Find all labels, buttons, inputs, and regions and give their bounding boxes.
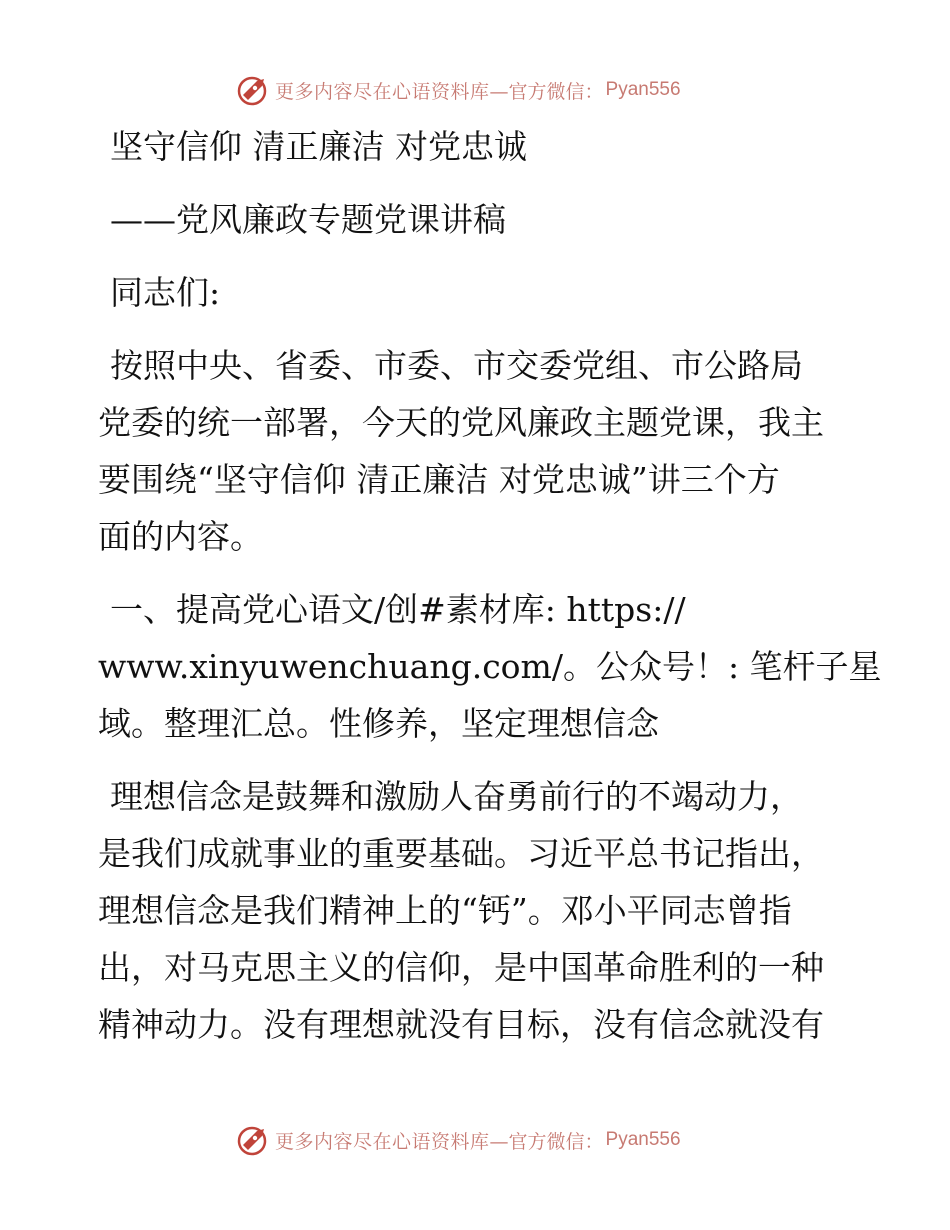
watermark-wechat-id: Pyan556 xyxy=(605,79,681,100)
watermark-text: 更多内容尽在心语资料库 xyxy=(275,80,490,103)
paragraph-line: 是我们成就事业的重要基础。习近平总书记指出， xyxy=(98,834,824,873)
paragraph-ideals xyxy=(98,768,858,1053)
paragraph-line: 一、提高党心语文/创#素材库: https:// xyxy=(110,590,686,629)
document-title: 坚守信仰 清正廉洁 对党忠诚 xyxy=(110,127,527,166)
paragraph-line: 面的内容。 xyxy=(98,517,263,556)
paragraph-line: www.xinyuwenchuang.com/。公众号！: 笔杆子星 xyxy=(98,647,882,686)
paragraph-line: 理想信念是我们精神上的“钙”。邓小平同志曾指 xyxy=(98,891,792,930)
pen-nib-logo-icon xyxy=(237,1123,271,1157)
greeting: 同志们: xyxy=(110,273,221,312)
paragraph-line: 理想信念是鼓舞和激励人奋勇前行的不竭动力， xyxy=(110,777,803,816)
paragraph-line: 域。整理汇总。性修养，坚定理想信念 xyxy=(98,704,659,743)
footer-watermark xyxy=(237,1120,681,1160)
watermark-dash: —官方微信： xyxy=(489,1130,604,1153)
paragraph-line: 要围绕“坚守信仰 清正廉洁 对党忠诚”讲三个方 xyxy=(98,460,780,499)
watermark-wechat-id: Pyan556 xyxy=(605,1129,681,1150)
header-watermark xyxy=(237,70,681,110)
paragraph-line: 党委的统一部署，今天的党风廉政主题党课，我主 xyxy=(98,403,824,442)
paragraph-line: 按照中央、省委、市委、市交委党组、市公路局 xyxy=(110,346,803,385)
paragraph-line: 精神动力。没有理想就没有目标，没有信念就没有 xyxy=(98,1005,824,1044)
paragraph-intro xyxy=(98,337,858,565)
document-subtitle: ——党风廉政专题党课讲稿 xyxy=(110,200,506,239)
document-body xyxy=(98,118,882,1053)
paragraph-line: 出，对马克思主义的信仰，是中国革命胜利的一种 xyxy=(98,948,824,987)
section-heading-1 xyxy=(98,581,882,752)
watermark-text: 更多内容尽在心语资料库 xyxy=(275,1130,490,1153)
pen-nib-logo-icon xyxy=(237,73,271,107)
watermark-dash: —官方微信： xyxy=(489,80,604,103)
